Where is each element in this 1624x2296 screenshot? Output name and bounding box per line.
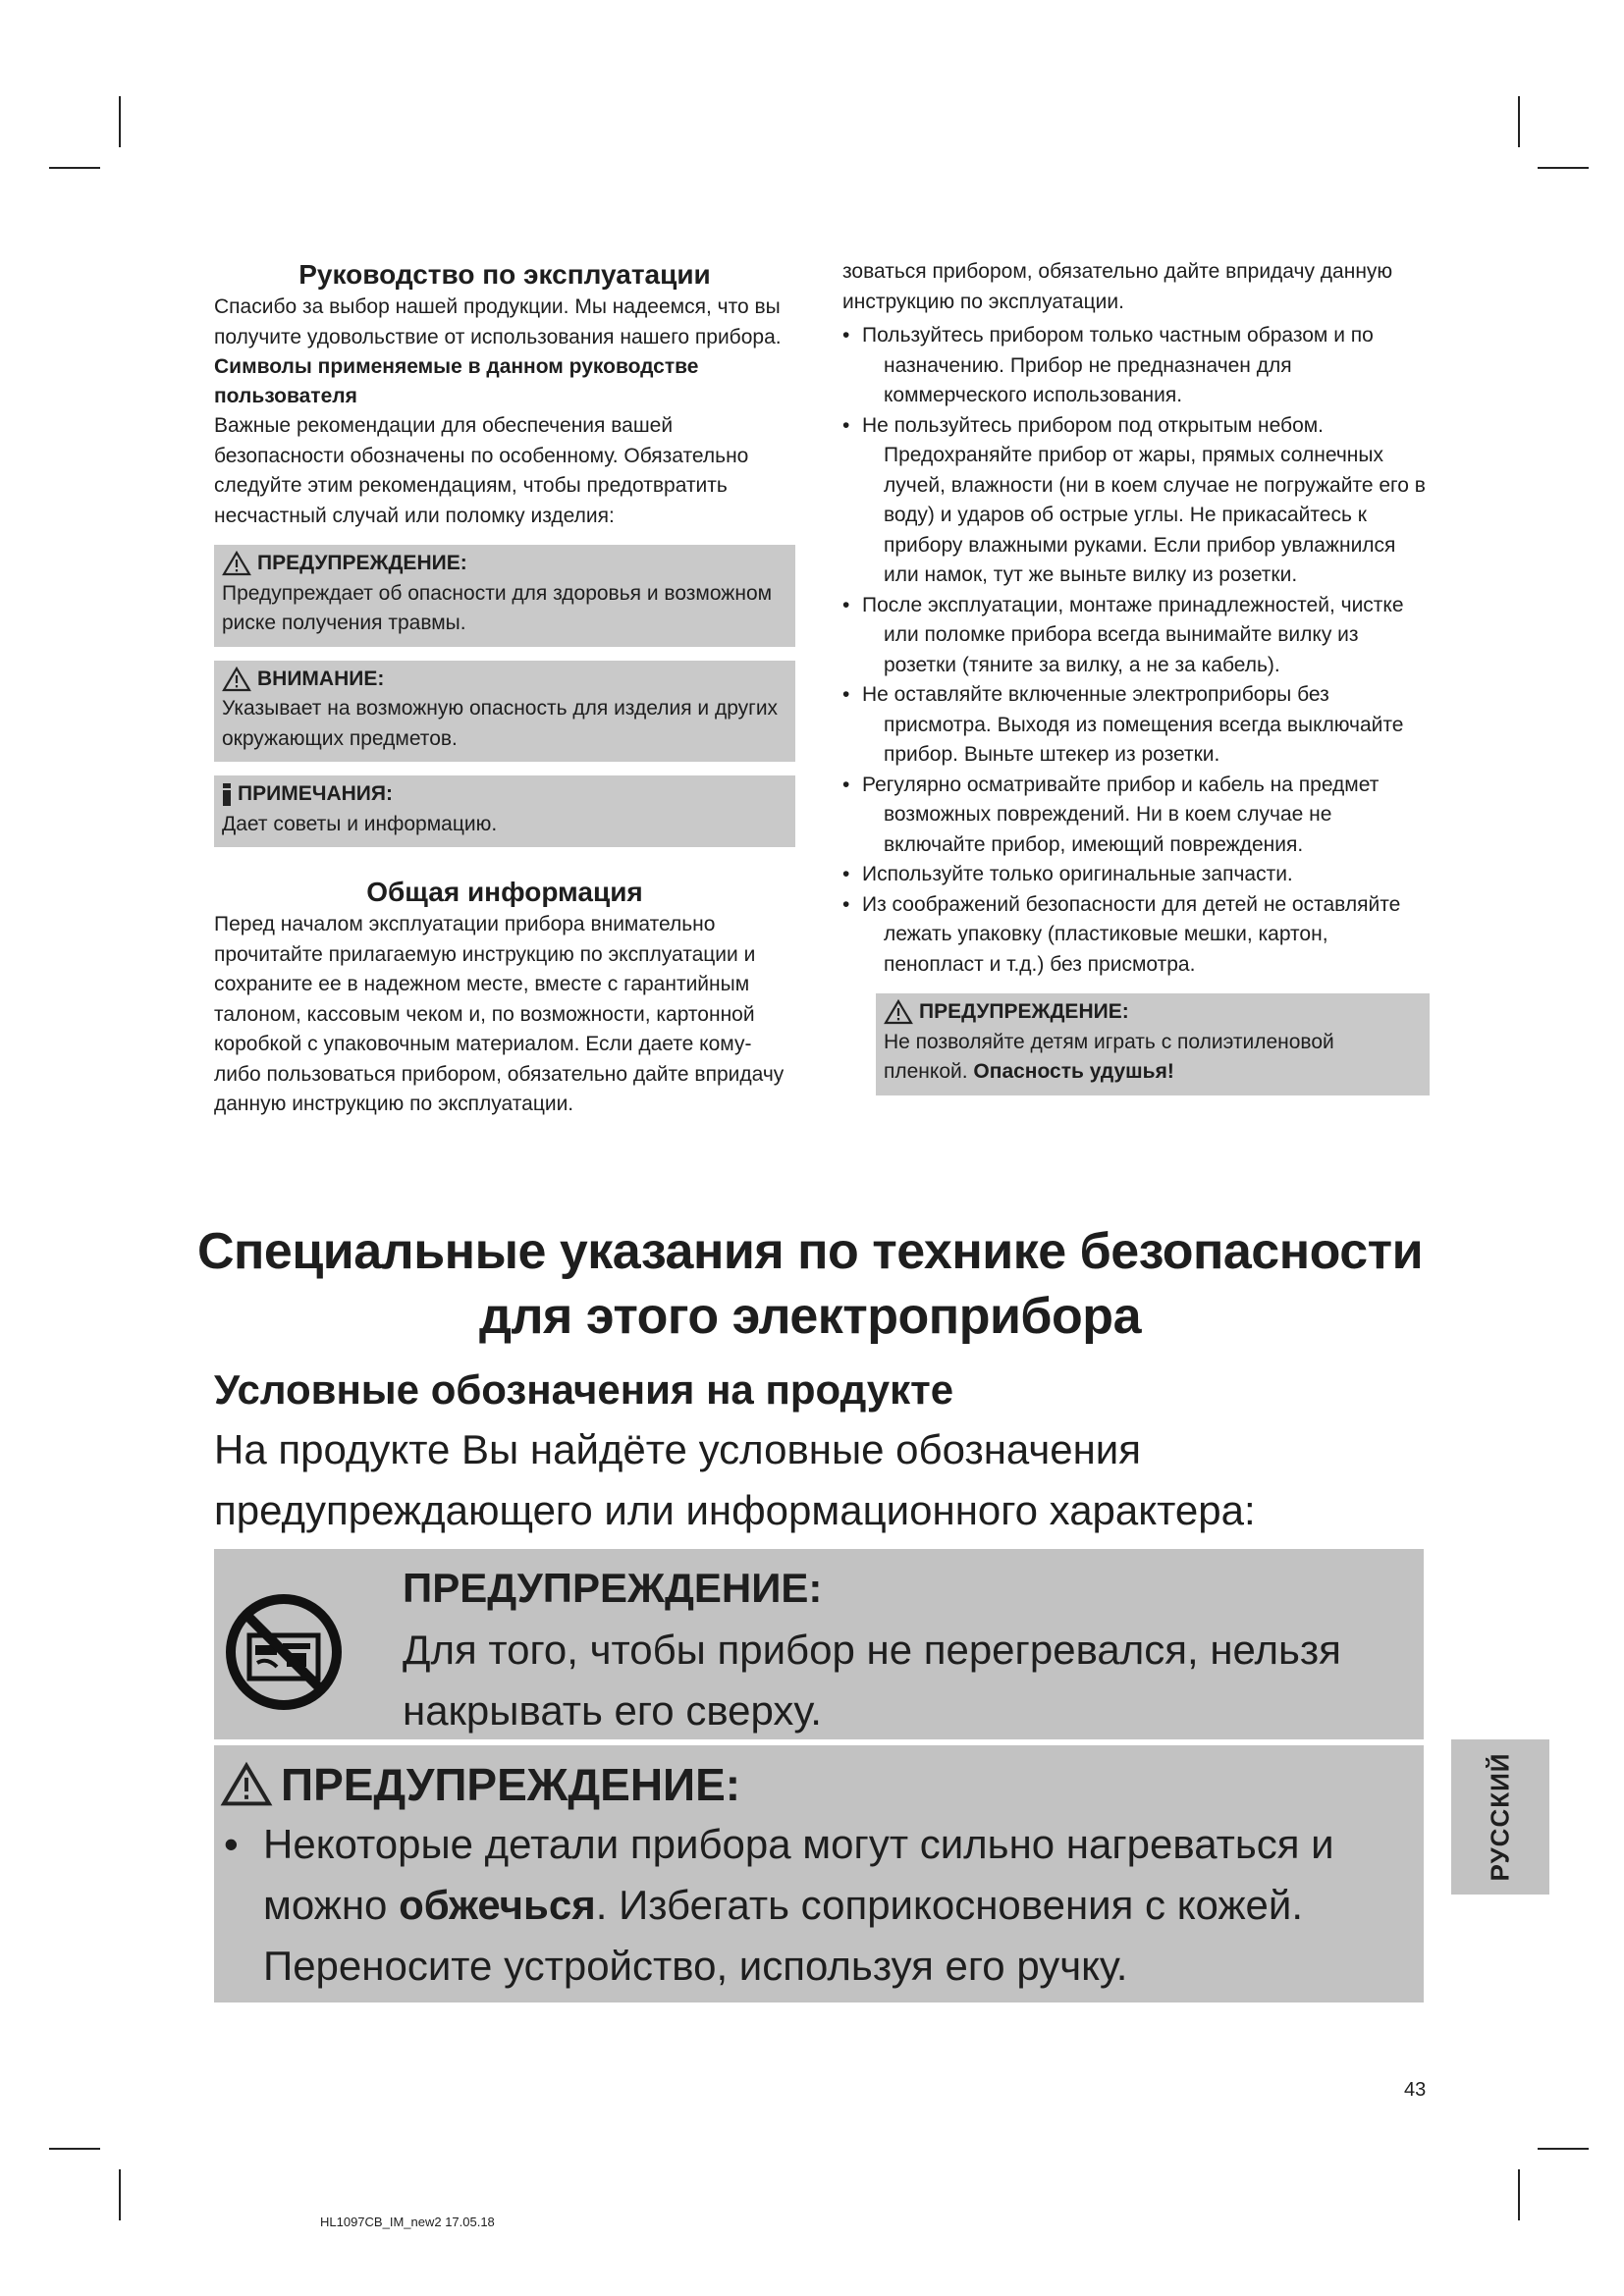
crop-mark [49,2148,100,2150]
product-symbols-text: На продукте Вы найдёте условные обозначения предупреждающего или информационного характера: [214,1426,1256,1533]
special-title-line1: Специальные указания по технике безопасности [196,1223,1424,1280]
caution-title: ВНИМАНИЕ: [257,667,385,690]
intro-text: Спасибо за выбор нашей продукции. Мы надеемся, что вы получите удовольствие от использования нашего прибора. [214,295,782,348]
product-symbols-title: Условные обозначения на продукте [214,1366,954,1413]
burn-warning: обжечься [399,1882,596,1928]
general-title: Общая информация [366,877,643,907]
manual-title: Руководство по эксплуатации [298,259,711,290]
warning-title: ПРЕДУПРЕЖДЕНИЕ: [257,552,467,574]
overheat-warning-title: ПРЕДУПРЕЖДЕНИЕ: [403,1565,823,1611]
bullet-dot: • [224,1821,239,1867]
continued-text: зоваться прибором, обязательно дайте впридачу данную инструкцию по эксплуатации. [842,260,1393,313]
crop-mark [1518,96,1520,147]
crop-mark [49,167,100,169]
children-warning-title: ПРЕДУПРЕЖДЕНИЕ: [919,1000,1129,1023]
symbols-heading: Символы применяемые в данном руководстве пользователя [214,355,699,407]
hot-parts-warning-box [214,1745,1424,2002]
caution-text: Указывает на возможную опасность для изделия и других окружающих предметов. [222,697,779,750]
language-tab [1451,1739,1549,1895]
list-item: • Используйте только оригинальные запчасти. [842,860,1430,890]
note-text: Дает советы и информацию. [222,812,498,835]
symbols-text: Важные рекомендации для обеспечения вашей безопасности обозначены по особенному. Обязательно следуйте этим рекомендациям, чтобы предотвратить несчастный случай или поломку изделия: [214,414,749,527]
right-column [842,257,1430,1095]
left-column [214,257,795,1115]
warning-text: Предупреждает об опасности для здоровья и возможном риске получения травмы. [222,581,773,634]
warning-box [214,545,795,647]
special-title-line2: для этого электроприбора [478,1288,1141,1345]
list-item: • Не оставляйте включенные электроприборы без присмотра. Выходя из помещения всегда выключайте прибор. Выньте штекер из розетки. [842,680,1430,771]
info-icon [222,781,232,807]
hot-parts-warning-text: Некоторые детали прибора могут сильно нагреваться и можно обжечься. Избегать соприкосновения с кожей. Переносите устройство, используя его ручку. [263,1821,1334,1989]
crop-mark [119,96,121,147]
list-item: • Регулярно осматривайте прибор и кабель на предмет возможных повреждений. Ни в коем случае не включайте прибор, имеющий повреждения. [842,771,1430,861]
general-text: Перед началом эксплуатации прибора внимательно прочитайте прилагаемую инструкцию по эксплуатации и сохраните ее в надежном месте, вместе с гарантийным талоном, кассовым чеком и, по возможности, картонной коробкой с упаковочным материалом. Если даете кому-либо пользоваться прибором, обязательно дайте впридачу данную инструкцию по эксплуатации. [214,913,785,1115]
warning-triangle-icon [220,1762,273,1807]
list-item: • Не пользуйтесь прибором под открытым небом. Предохраняйте прибор от жары, прямых солнечных лучей, влажности (ни в коем случае не погружайте его в воду) и ударов об острые углы. Не прикасайтесь к прибору влажными руками. Если прибор увлажнился или намок, тут же выньте вилку из розетки. [842,411,1430,591]
crop-mark [1538,167,1589,169]
page-number: 43 [1404,2079,1427,2101]
children-warning-text: Не позволяйте детям играть с полиэтиленовой пленкой. [884,1030,1334,1083]
safety-bullet-list [842,321,1430,980]
children-warning-box [876,993,1430,1095]
note-box [214,775,795,847]
list-item: • Пользуйтесь прибором только частным образом и по назначению. Прибор не предназначен для коммерческого использования. [842,321,1430,411]
hot-parts-warning-title: ПРЕДУПРЕЖДЕНИЕ: [281,1759,741,1810]
warning-triangle-icon [222,667,251,692]
note-title: ПРИМЕЧАНИЯ: [238,782,393,805]
crop-mark [1518,2169,1520,2220]
warning-triangle-icon [884,999,913,1025]
warning-triangle-icon [222,551,251,576]
overheat-warning-box [214,1549,1424,1739]
crop-mark [119,2169,121,2220]
do-not-cover-icon [224,1592,344,1712]
language-label: РУССКИЙ [1485,1752,1515,1882]
caution-box [214,661,795,763]
overheat-warning-text: Для того, чтобы прибор не перегревался, нельзя накрывать его сверху. [403,1627,1341,1734]
list-item: • Из соображений безопасности для детей не оставляйте лежать упаковку (пластиковые мешки, картон, пенопласт и т.д.) без присмотра. [842,890,1430,981]
crop-mark [1538,2148,1589,2150]
list-item: • После эксплуатации, монтаже принадлежностей, чистке или поломке прибора всегда вынимайте вилку из розетки (тяните за вилку, а не за кабель). [842,591,1430,681]
footer-doc-id: HL1097CB_IM_new2 17.05.18 [320,2215,495,2229]
suffocation-warning: Опасность удушья! [973,1060,1174,1083]
